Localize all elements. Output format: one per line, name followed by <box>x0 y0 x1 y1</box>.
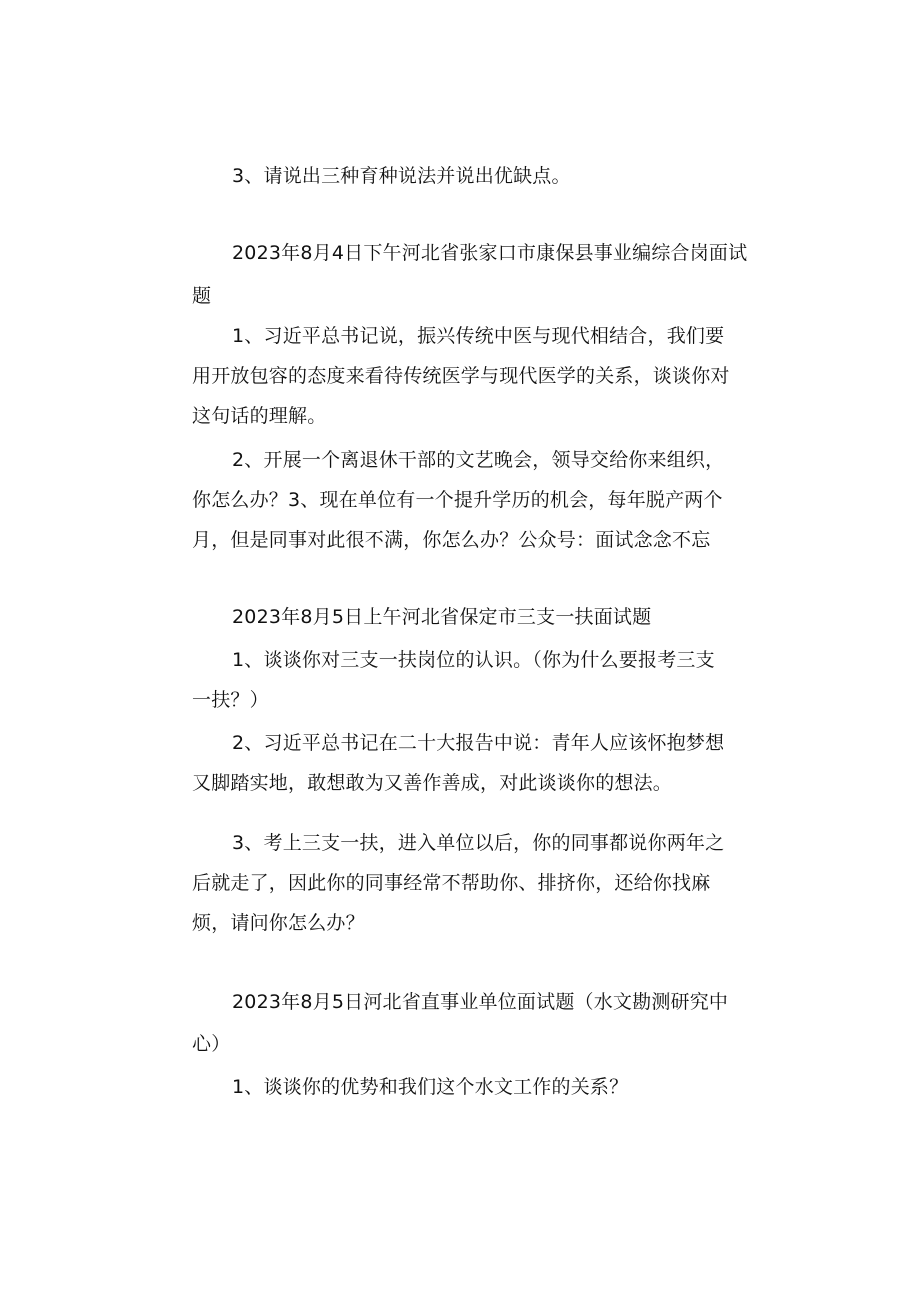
baoding-q3-line2: 后就走了，因此你的同事经常不帮助你、排挤你，还给你找麻 <box>192 872 711 894</box>
baoding-q1-line2: 一扶？） <box>192 689 269 711</box>
baoding-q2-line2: 又脚踏实地，敢想敢为又善作善成，对此谈谈你的想法。 <box>192 772 673 794</box>
kangbao-q1-line3: 这句话的理解。 <box>192 405 327 427</box>
kangbao-q1-line1: 1、习近平总书记说，振兴传统中医与现代相结合，我们要 <box>232 325 725 347</box>
section-heading-hydrology-cont: 心） <box>192 1033 231 1055</box>
baoding-q3-line1: 3、考上三支一扶，进入单位以后，你的同事都说你两年之 <box>232 832 725 854</box>
kangbao-q2-line2: 你怎么办？3、现在单位有一个提升学历的机会，每年脱产两个 <box>192 489 723 511</box>
section-heading-kangbao-cont: 题 <box>192 285 212 307</box>
baoding-q1-line1: 1、谈谈你对三支一扶岗位的认识。（你为什么要报考三支 <box>232 649 715 671</box>
question-3-breeding: 3、请说出三种育种说法并说出优缺点。 <box>232 165 571 187</box>
section-heading-kangbao: 2023年8月4日下午河北省张家口市康保县事业编综合岗面试 <box>232 242 748 264</box>
kangbao-q3-line: 月，但是同事对此很不满，你怎么办？公众号：面试念念不忘 <box>192 529 711 551</box>
hydrology-q1: 1、谈谈你的优势和我们这个水文工作的关系？ <box>232 1076 629 1098</box>
kangbao-q1-line2: 用开放包容的态度来看待传统医学与现代医学的关系，谈谈你对 <box>192 365 730 387</box>
baoding-q2-line1: 2、习近平总书记在二十大报告中说：青年人应该怀抱梦想 <box>232 732 725 754</box>
section-heading-baoding: 2023年8月5日上午河北省保定市三支一扶面试题 <box>232 606 652 628</box>
section-heading-hydrology: 2023年8月5日河北省直事业单位面试题（水文勘测研究中 <box>232 991 729 1013</box>
kangbao-q2-line1: 2、开展一个离退休干部的文艺晚会，领导交给你来组织， <box>232 449 725 471</box>
baoding-q3-line3: 烦，请问你怎么办？ <box>192 912 365 934</box>
